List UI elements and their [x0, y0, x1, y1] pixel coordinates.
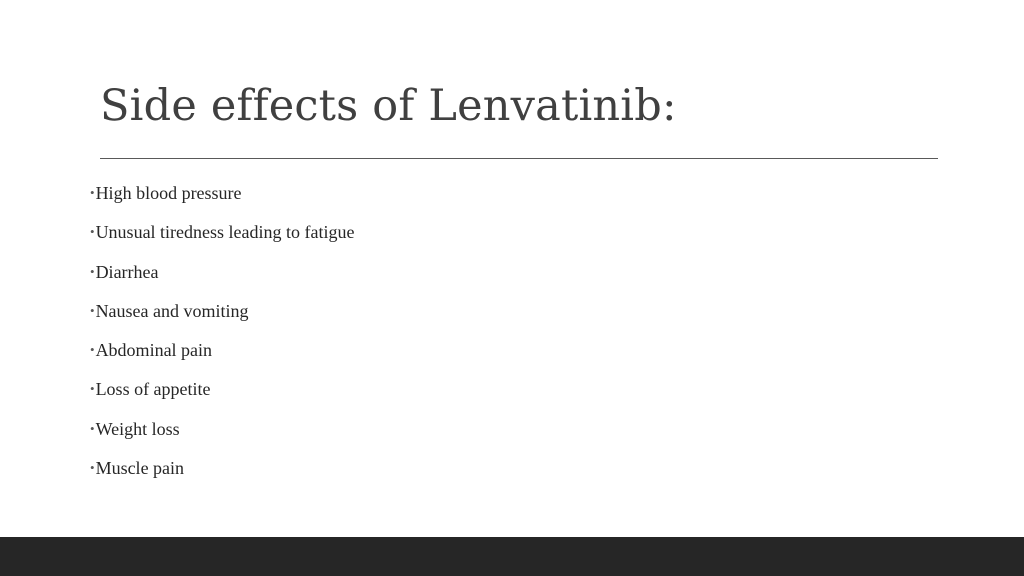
bullet-icon: • — [90, 224, 95, 240]
bullet-icon: • — [90, 185, 95, 200]
list-item-label: Nausea and vomiting — [95, 300, 249, 321]
list-item-label: Abdominal pain — [95, 340, 213, 361]
bullet-icon: • — [90, 263, 95, 279]
list-item-label: Muscle pain — [95, 458, 185, 479]
list-item-label: Unusual tiredness leading to fatigue — [95, 222, 355, 243]
bullet-icon: • — [90, 460, 95, 476]
list-item-label: Weight loss — [95, 418, 180, 439]
slide-title: Side effects of Lenvatinib: — [100, 81, 677, 131]
list-item — [90, 417, 355, 456]
list-item-label: Diarrhea — [95, 261, 159, 282]
list-item — [90, 260, 355, 299]
list-item-label: High blood pressure — [95, 183, 242, 203]
footer-bar — [0, 537, 1024, 576]
bullet-icon: • — [90, 342, 95, 358]
list-item — [90, 181, 355, 220]
list-item — [90, 299, 355, 338]
list-item — [90, 338, 355, 377]
list-item — [90, 220, 355, 259]
bullet-list — [90, 181, 355, 495]
list-item-label: Loss of appetite — [95, 379, 211, 400]
bullet-icon: • — [90, 420, 95, 436]
bullet-icon: • — [90, 302, 95, 318]
list-item — [90, 456, 355, 495]
title-divider — [100, 158, 938, 159]
bullet-icon: • — [90, 381, 95, 397]
list-item — [90, 377, 355, 416]
